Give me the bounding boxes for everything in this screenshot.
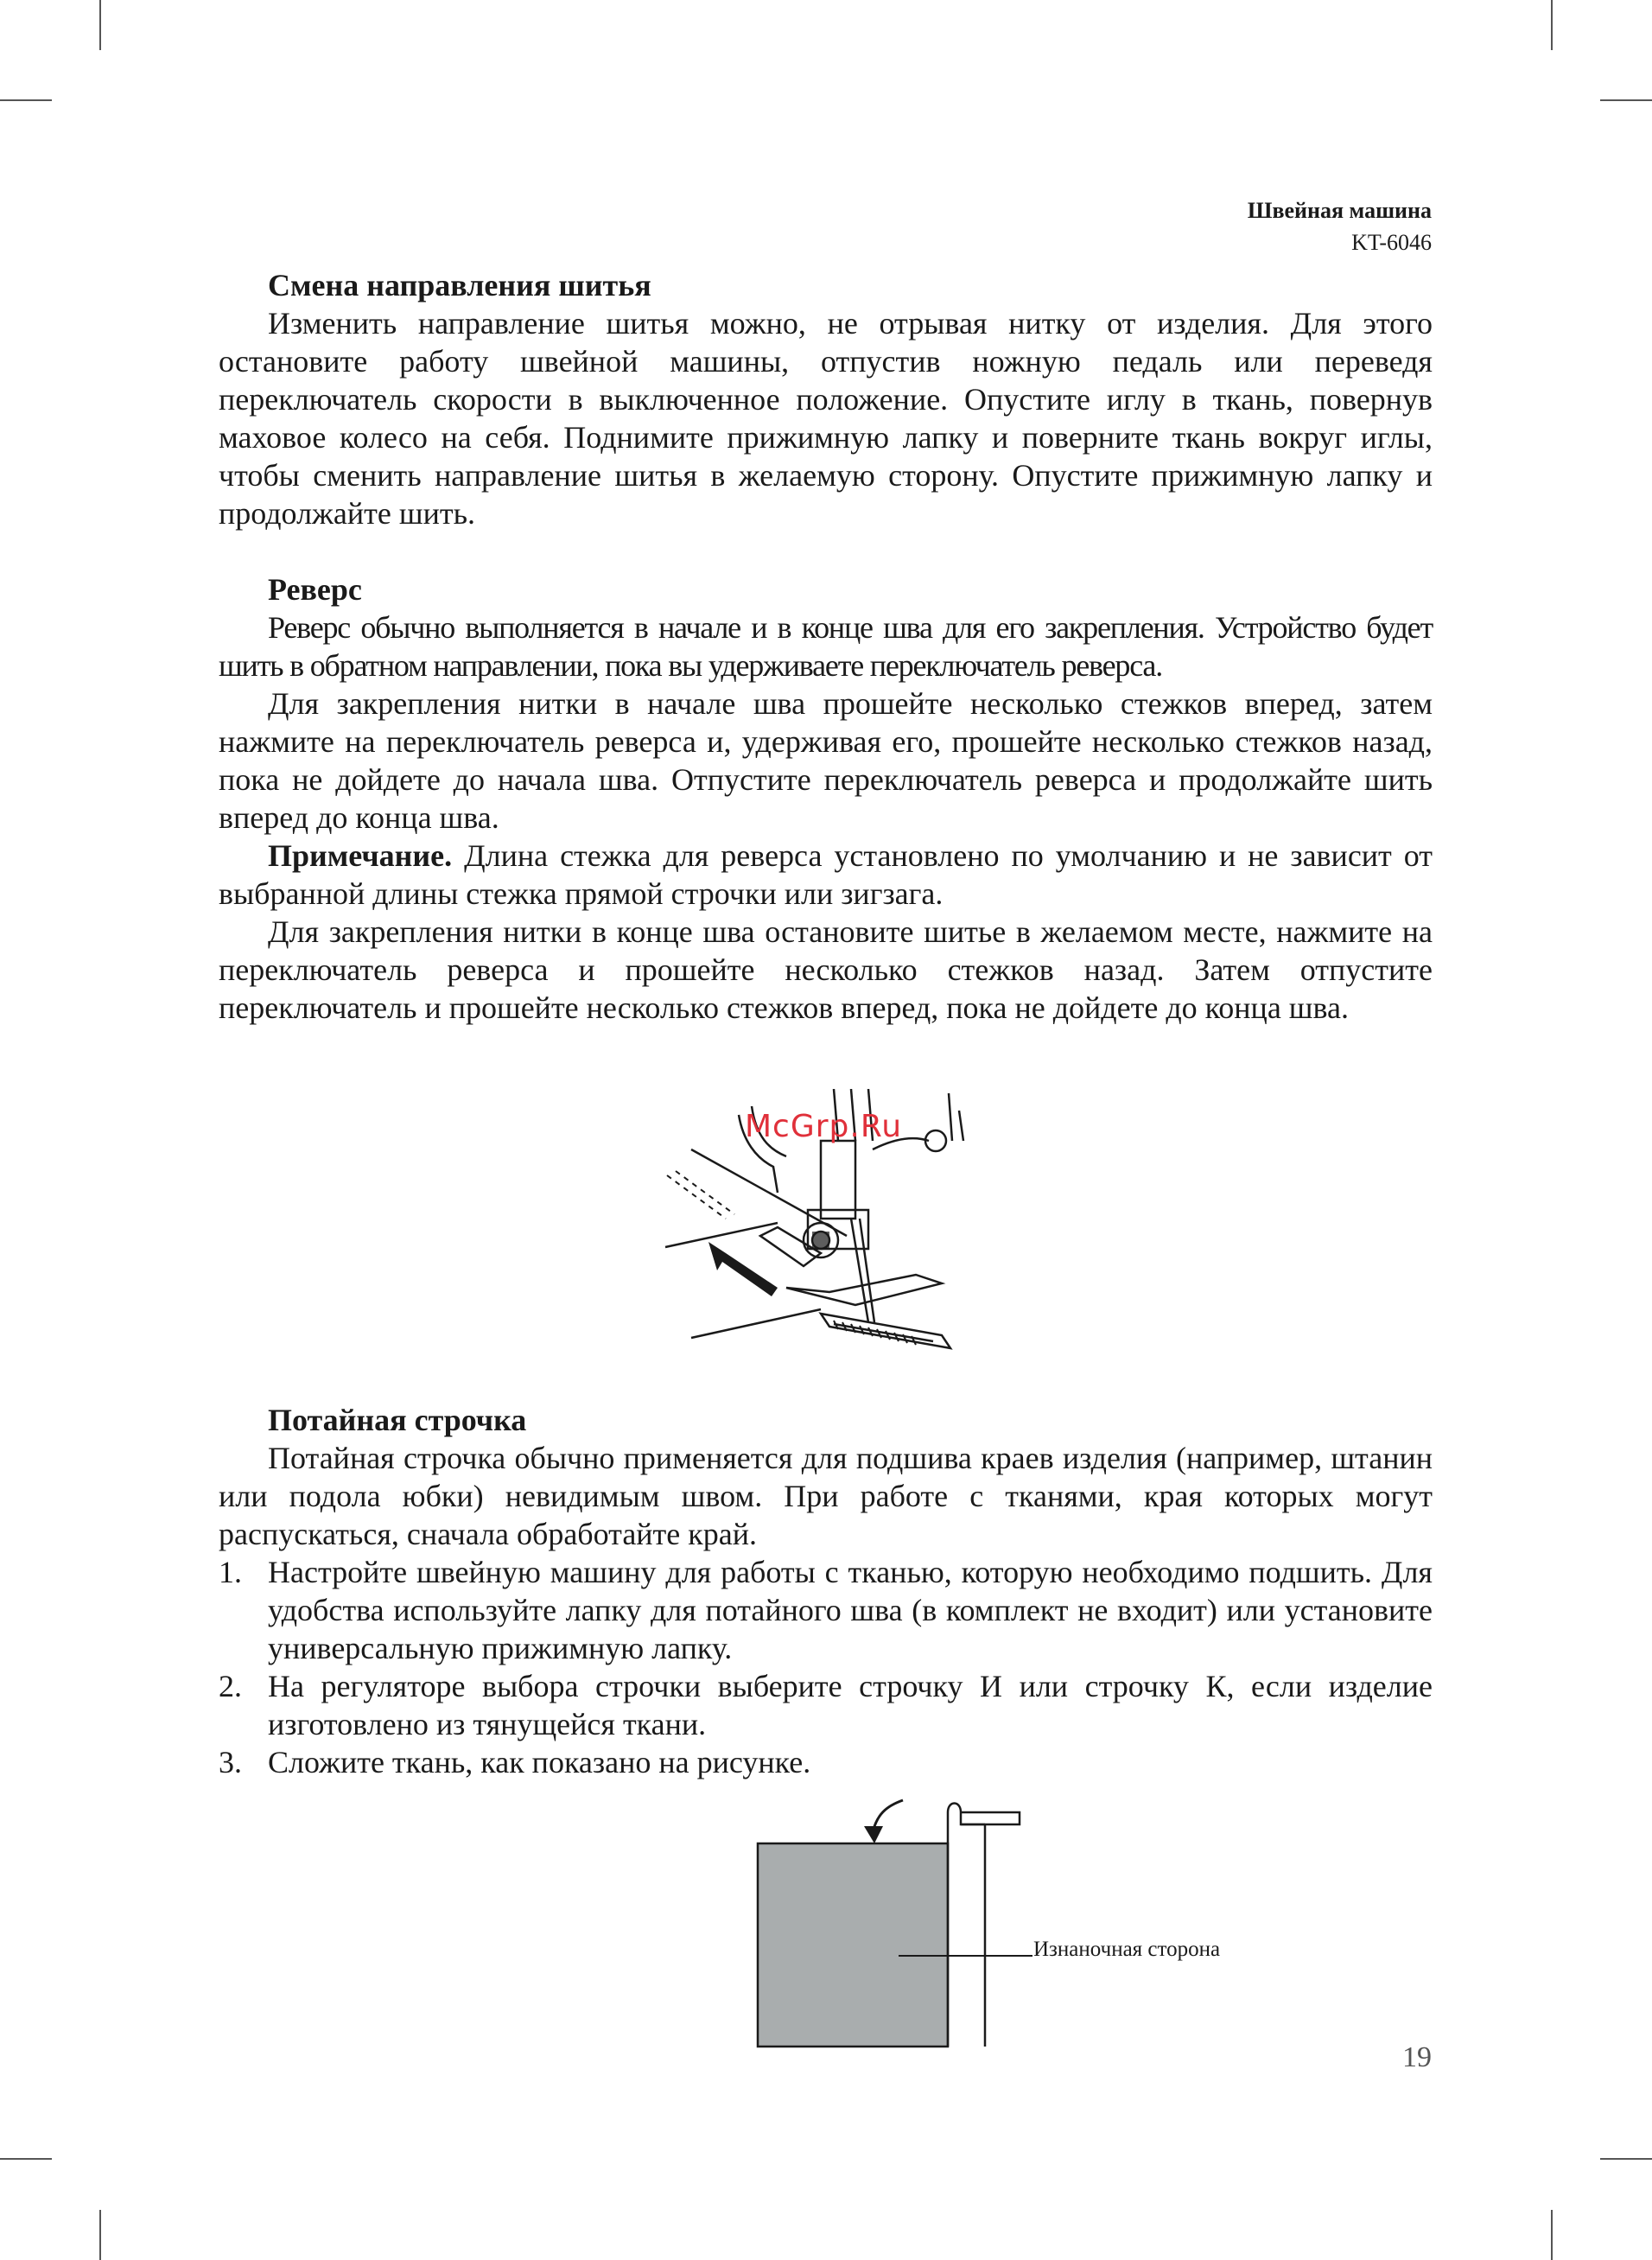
crop-mark xyxy=(1600,2158,1652,2160)
section-heading: Смена направления шитья xyxy=(268,268,651,302)
page-number: 19 xyxy=(1402,2041,1432,2073)
crop-mark xyxy=(99,0,101,50)
list-item xyxy=(219,1553,1433,1667)
step-number: 1. xyxy=(219,1555,242,1589)
note-paragraph xyxy=(219,837,1433,913)
list-item xyxy=(219,1667,1433,1743)
note-text: Длина стежка для реверса установлено по умолчанию и не зависит от выбранной длины стежка прямой строчки или зигзага. xyxy=(219,838,1433,911)
crop-mark xyxy=(1551,0,1553,50)
section-heading: Потайная строчка xyxy=(268,1403,527,1437)
steps-list xyxy=(219,1553,1433,1781)
note-label: Примечание. xyxy=(268,838,453,873)
step-text: Настройте швейную машину для работы с тканью, которую необходимо подшить. Для удобства используйте лапку для потайного шва (в комплект не входит) или установите универсальную прижимную лапку. xyxy=(268,1555,1433,1665)
crop-mark xyxy=(0,2158,52,2160)
header-model: KT-6046 xyxy=(1351,230,1432,255)
running-header xyxy=(1248,194,1432,258)
paragraph: Для закрепления нитки в конце шва остановите шитье в желаемом месте, нажмите на переключатель реверса и прошейте несколько стежков назад. Затем отпустите переключатель и прошейте несколько стежков вперед, пока не дойдете до конца шва. xyxy=(219,914,1433,1025)
crop-mark xyxy=(1600,99,1652,101)
folded-fabric-illustration xyxy=(743,1793,1287,2053)
figure-label: Изнаночная сторона xyxy=(1033,1938,1221,1961)
step-text: Сложите ткань, как показано на рисунке. xyxy=(268,1745,811,1779)
step-text: На регуляторе выбора строчки выберите строчку И или строчку К, если изделие изготовлено из тянущейся ткани. xyxy=(268,1669,1433,1741)
header-title: Швейная машина xyxy=(1247,198,1432,223)
paragraph: Реверс обычно выполняется в начале и в конце шва для его закрепления. Устройство будет шить в обратном направлении, пока вы удерживаете переключатель реверса. xyxy=(219,610,1433,683)
step-number: 3. xyxy=(219,1745,242,1779)
step-number: 2. xyxy=(219,1669,242,1703)
crop-mark xyxy=(1551,2210,1553,2260)
paragraph: Потайная строчка обычно применяется для подшива краев изделия (например, штанин или подола юбки) невидимым швом. При работе с тканями, края которых могут распускаться, сначала обработайте край. xyxy=(219,1441,1433,1551)
main-text-block-top xyxy=(219,266,1433,1027)
crop-mark xyxy=(99,2210,101,2260)
section-heading: Реверс xyxy=(268,572,362,607)
watermark: McGrp.Ru xyxy=(745,1109,903,1144)
main-text-block-bottom xyxy=(219,1401,1433,1781)
paragraph: Изменить направление шитья можно, не отрывая нитку от изделия. Для этого остановите работу швейной машины, отпустив ножную педаль или переведя переключатель скорости в выключенное положение. Опустите иглу в ткань, повернув маховое колесо на себя. Поднимите прижимную лапку и поверните ткань вокруг иглы, чтобы сменить направление шитья в желаемую сторону. Опустите прижимную лапку и продолжайте шить. xyxy=(219,306,1433,531)
list-item xyxy=(219,1743,1433,1781)
paragraph: Для закрепления нитки в начале шва прошейте несколько стежков вперед, затем нажмите на переключатель реверса и, удерживая его, прошейте несколько стежков назад, пока не дойдете до начала шва. Отпустите переключатель реверса и продолжайте шить вперед до конца шва. xyxy=(219,686,1433,835)
crop-mark xyxy=(0,99,52,101)
